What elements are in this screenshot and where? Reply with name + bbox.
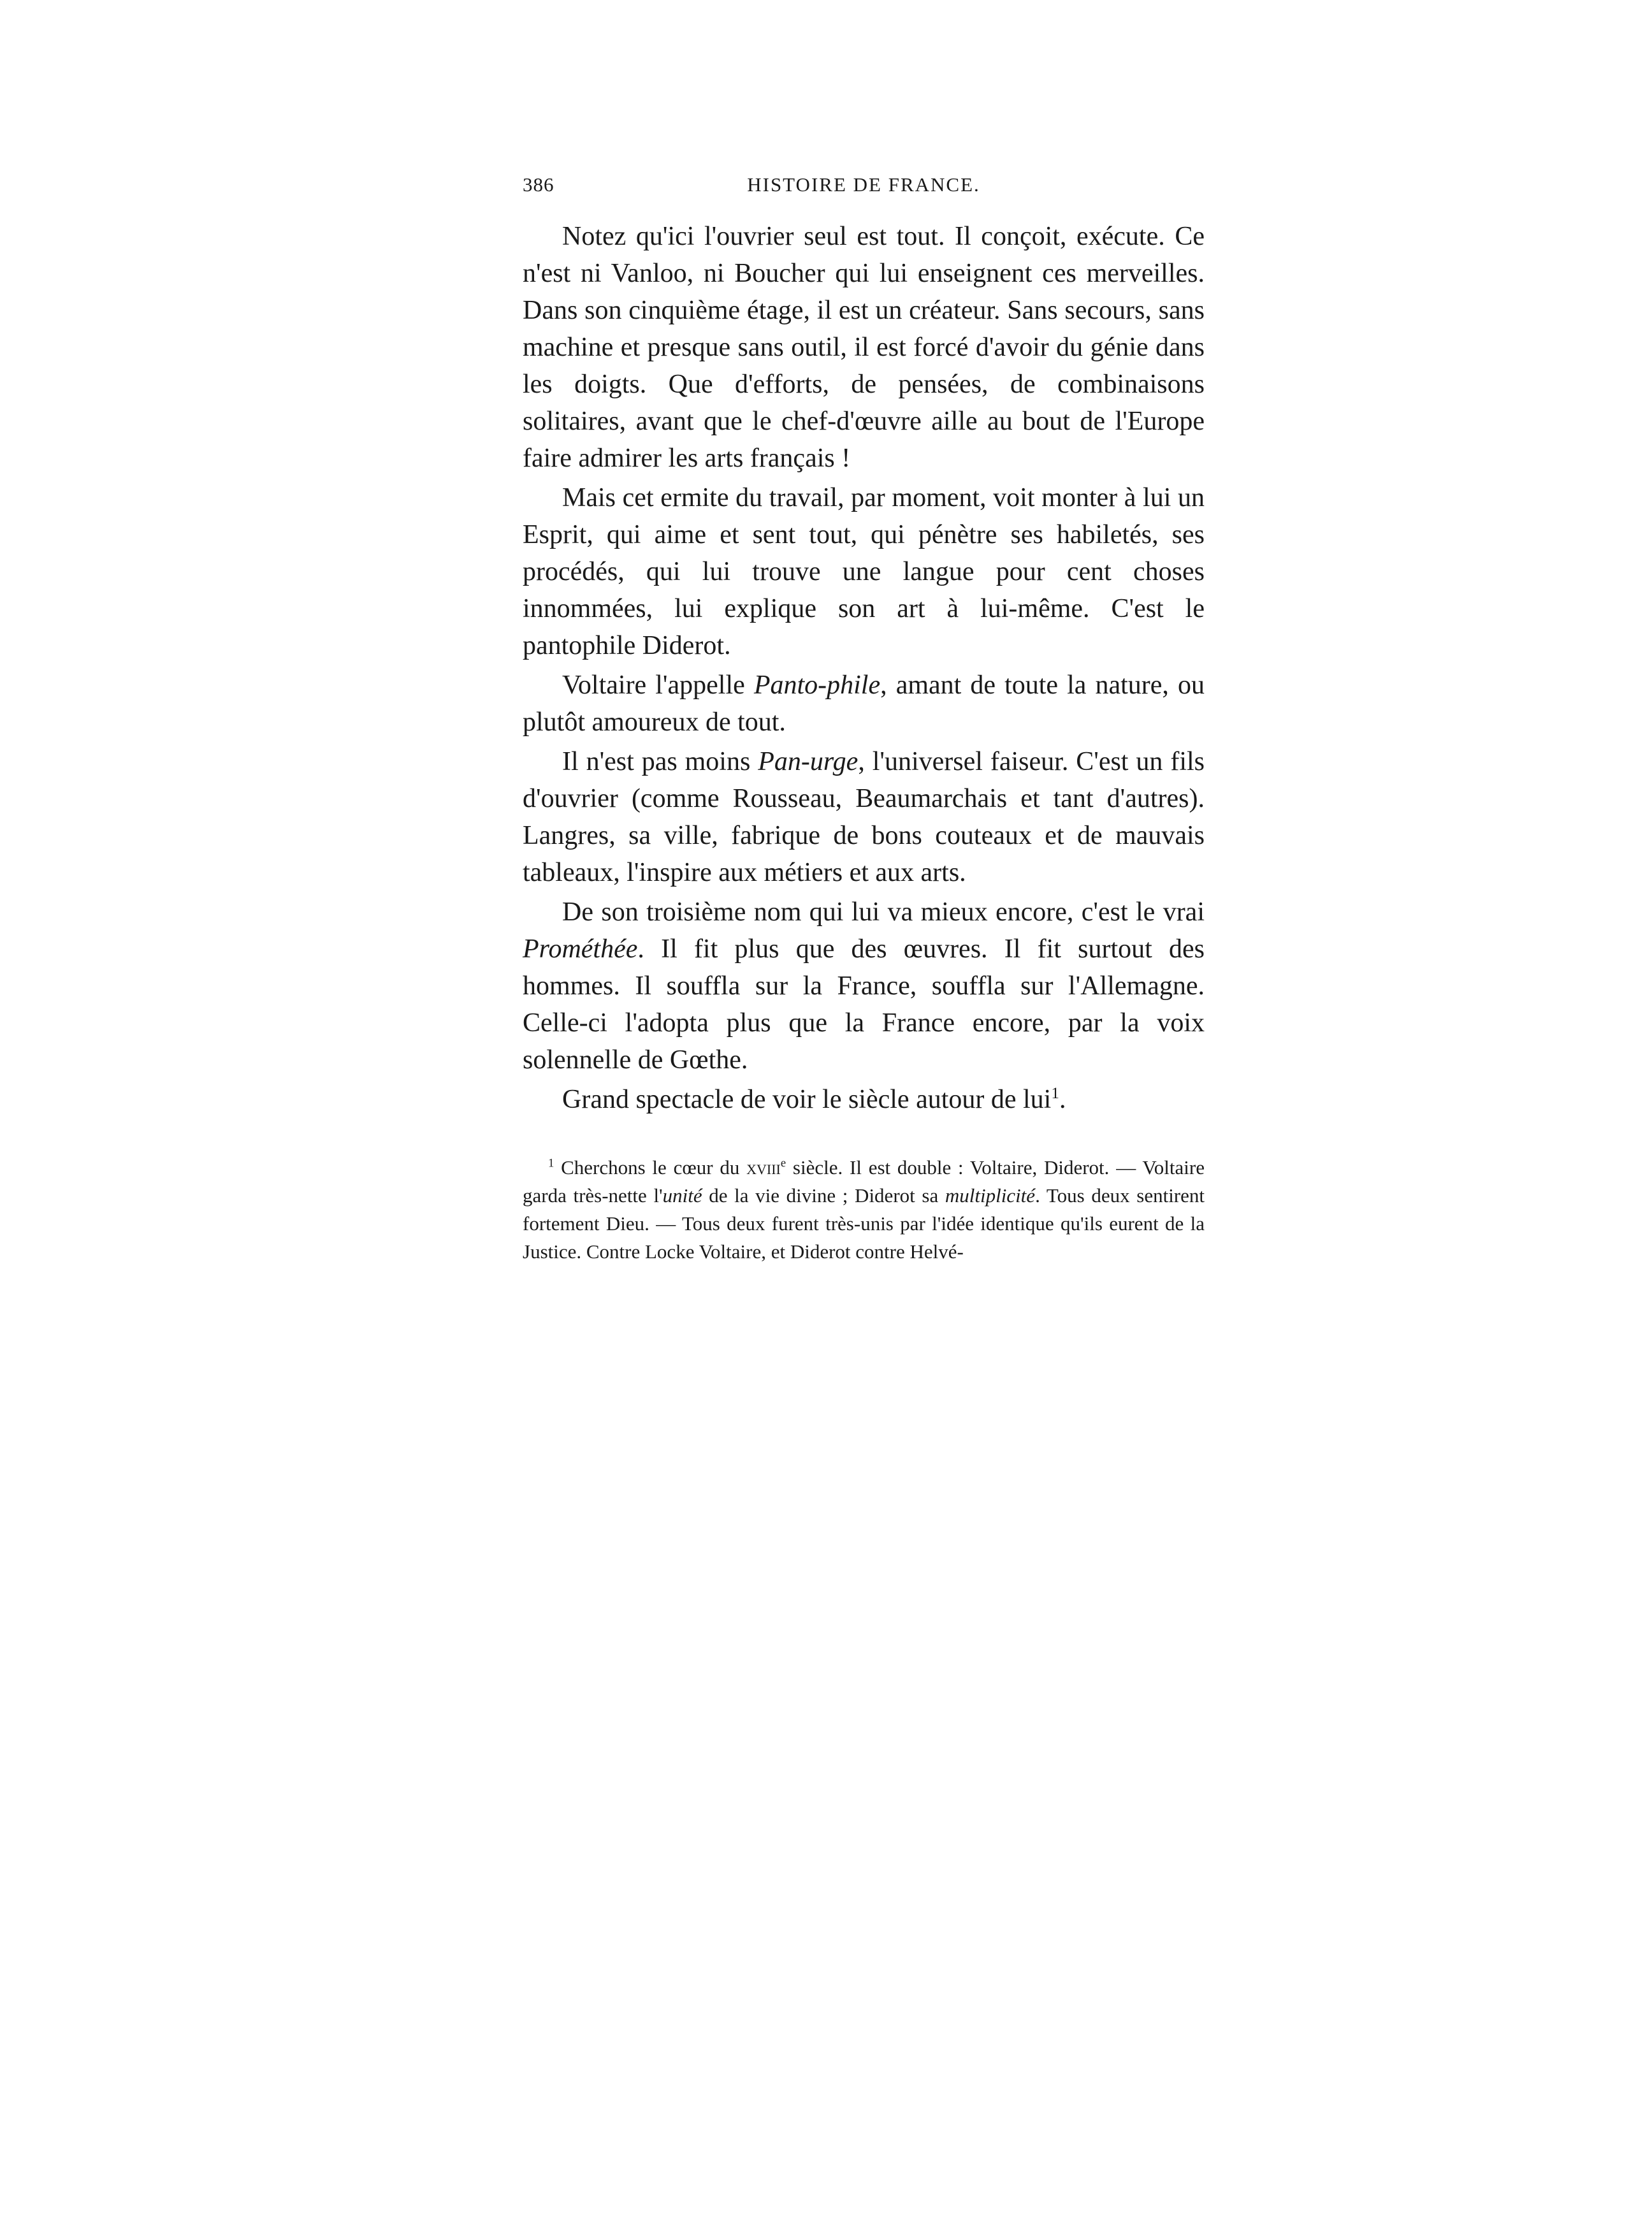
footnote-text: Cherchons le cœur du: [554, 1156, 747, 1179]
paragraph-text: . Il fit plus que des œuvres. Il fit surtout des hommes. Il souffla sur la France, souffla sur l'Allemagne. Celle-ci l'adopta plus que la France encore, par la voix solennelle de Gœthe.: [523, 934, 1205, 1075]
paragraph-text: , l'universel faiseur. C'est un fils d'ouvrier (comme Rousseau, Beaumarchais et tant d'autres). Langres, sa ville, fabrique de bons couteaux et de mauvais tableaux, l'inspire aux métiers et aux arts.: [523, 747, 1205, 887]
running-head: [523, 159, 1205, 198]
paragraph: [523, 894, 1205, 1078]
page-number: 386: [523, 173, 554, 196]
paragraph-text: De son troisième nom qui lui va mieux encore, c'est le vrai: [562, 897, 1205, 927]
italic-term: multiplicité: [945, 1184, 1036, 1207]
paragraph: [523, 667, 1205, 741]
paragraph-text: .: [1059, 1085, 1066, 1114]
century-numeral: xviii: [746, 1156, 781, 1179]
page-text-block: [523, 159, 1205, 1266]
paragraph: [523, 218, 1205, 477]
paragraph-text: Grand spectacle de voir le siècle autour de lui: [562, 1085, 1052, 1114]
italic-term: unité: [662, 1184, 702, 1207]
paragraph: [523, 1081, 1205, 1118]
footnote-text: . Tous deux sentirent fortement Dieu. — Tous deux furent très-unis par l'idée identique qu'ils eurent de la Justice. Contre Locke Voltaire, et Diderot contre Helvé-: [523, 1184, 1205, 1263]
ordinal-suffix: e: [780, 1156, 786, 1170]
footnote: [523, 1154, 1205, 1266]
paragraph: [523, 743, 1205, 891]
running-title: HISTOIRE DE FRANCE.: [747, 173, 980, 196]
paragraph-text: Voltaire l'appelle: [562, 671, 754, 700]
italic-term: Panto-phile: [753, 671, 881, 700]
italic-term: Prométhée: [523, 934, 638, 964]
paragraph-text: , amant de toute la nature, ou plutôt amoureux de tout.: [523, 671, 1205, 737]
footnote-spacing: [523, 1121, 1205, 1154]
body-text: [523, 218, 1205, 1118]
footnote-marker: 1: [548, 1156, 554, 1170]
paragraph-text: Notez qu'ici l'ouvrier seul est tout. Il conçoit, exécute. Ce n'est ni Vanloo, ni Boucher qui lui enseignent ces merveilles. Dans son cinquième étage, il est un créateur. Sans secours, sans machine et presque sans outil, il est forcé d'avoir du génie dans les doigts. Que d'efforts, de pensées, de combinaisons solitaires, avant que le chef-d'œuvre aille au bout de l'Europe faire admirer les arts français !: [523, 222, 1205, 473]
italic-term: Pan-urge: [758, 747, 859, 776]
footnote-text: siècle. Il est double : Voltaire, Diderot. — Voltaire garda très-nette l': [523, 1156, 1205, 1207]
paragraph: [523, 479, 1205, 664]
paragraph-text: Il n'est pas moins: [562, 747, 758, 776]
footnote-reference: 1: [1051, 1085, 1059, 1102]
footnote-text: de la vie divine ; Diderot sa: [702, 1184, 945, 1207]
paragraph-text: Mais cet ermite du travail, par moment, voit monter à lui un Esprit, qui aime et sent tout, qui pénètre ses habiletés, ses procédés, qui lui trouve une langue pour cent choses innommées, lui explique son art à lui-même. C'est le pantophile Diderot.: [523, 483, 1205, 660]
